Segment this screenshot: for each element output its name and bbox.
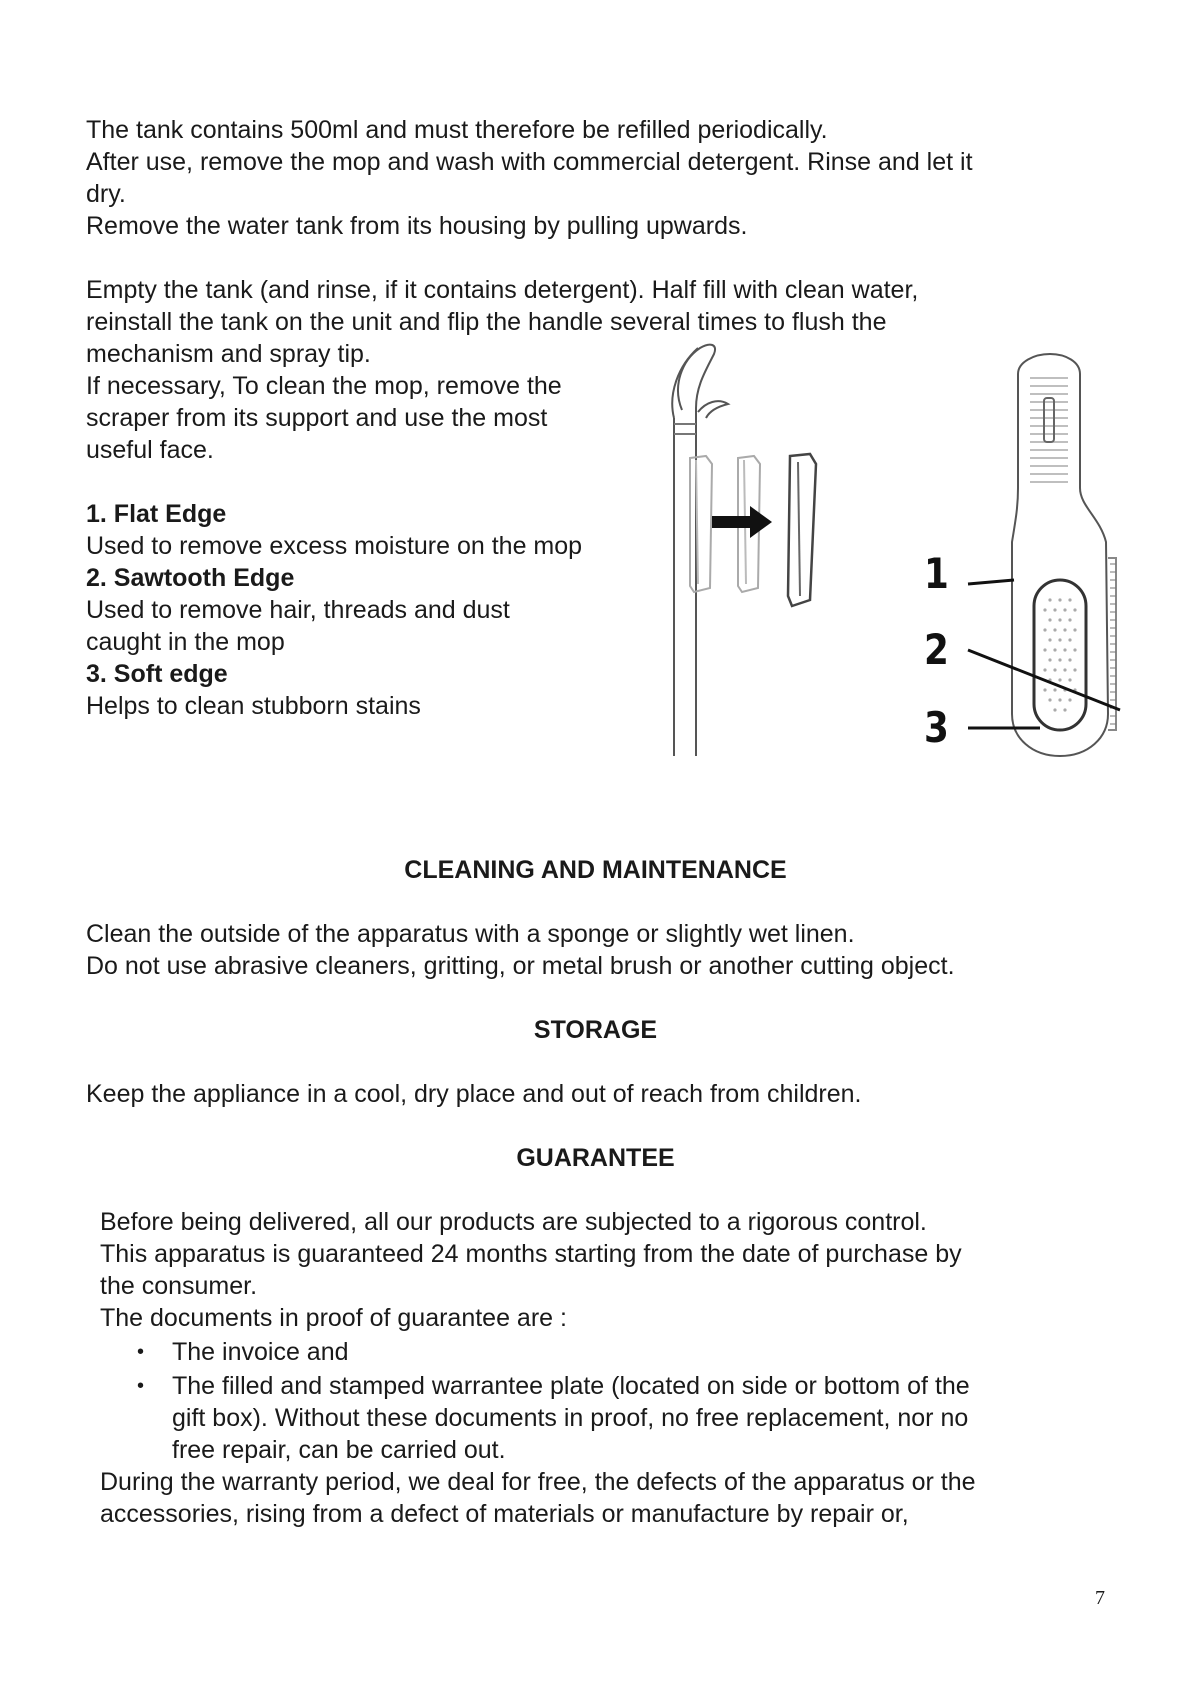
guarantee-bullet-cont: gift box). Without these documents in proof, no free replacement, nor no: [172, 1404, 969, 1432]
guarantee-line: The documents in proof of guarantee are :: [100, 1304, 567, 1332]
edge-desc: Used to remove hair, threads and dust: [86, 596, 510, 624]
guarantee-bullet: The filled and stamped warrantee plate (located on side or bottom of the: [172, 1372, 970, 1400]
cleaning-line: Clean the outside of the apparatus with a sponge or slightly wet linen.: [86, 920, 855, 948]
arrow-right-icon: [712, 506, 772, 538]
edge-title-sawtooth: 2. Sawtooth Edge: [86, 564, 295, 592]
guarantee-line: This apparatus is guaranteed 24 months starting from the date of purchase by: [100, 1240, 962, 1268]
edge-desc: Helps to clean stubborn stains: [86, 692, 421, 720]
edge-desc: caught in the mop: [86, 628, 285, 656]
storage-line: Keep the appliance in a cool, dry place and out of reach from children.: [86, 1080, 862, 1108]
intro-line: dry.: [86, 180, 126, 208]
cleaning-heading: CLEANING AND MAINTENANCE: [404, 856, 787, 884]
storage-heading: STORAGE: [533, 1016, 658, 1044]
edge-title-soft: 3. Soft edge: [86, 660, 228, 688]
edge-desc: Used to remove excess moisture on the mop: [86, 532, 583, 560]
page-number: 7: [1095, 1587, 1105, 1609]
guarantee-heading: GUARANTEE: [516, 1144, 675, 1172]
guarantee-bullet-cont: free repair, can be carried out.: [172, 1436, 506, 1464]
callout-2: 2: [924, 625, 949, 674]
intro-line: The tank contains 500ml and must therefore be refilled periodically.: [86, 116, 828, 144]
sawtooth-dots: [1043, 598, 1076, 711]
guarantee-closing: During the warranty period, we deal for free, the defects of the apparatus or the: [100, 1468, 976, 1496]
callout-leaders: [968, 580, 1120, 728]
intro-line: Empty the tank (and rinse, if it contains detergent). Half fill with clean water,: [86, 276, 919, 304]
guarantee-closing: accessories, rising from a defect of materials or manufacture by repair or,: [100, 1500, 909, 1528]
intro-line: useful face.: [86, 436, 214, 464]
guarantee-line: Before being delivered, all our products are subjected to a rigorous control.: [100, 1208, 927, 1236]
intro-line: mechanism and spray tip.: [86, 340, 371, 368]
mop-scraper-drawing: [660, 338, 1130, 800]
guarantee-bullet: The invoice and: [172, 1338, 349, 1366]
bullet-dot-icon: •: [137, 1375, 145, 1397]
cleaning-line: Do not use abrasive cleaners, gritting, or metal brush or another cutting object.: [86, 952, 955, 980]
bullet-dot-icon: •: [137, 1341, 145, 1363]
callout-3: 3: [924, 703, 949, 752]
scraper-detached: [788, 454, 816, 606]
guarantee-line: the consumer.: [100, 1272, 258, 1300]
edge-title-flat: 1. Flat Edge: [86, 500, 227, 528]
scraper-closeup: [1012, 354, 1116, 756]
intro-line: scraper from its support and use the most: [86, 404, 548, 432]
intro-line: If necessary, To clean the mop, remove the: [86, 372, 562, 400]
intro-line: reinstall the tank on the unit and flip the handle several times to flush the: [86, 308, 887, 336]
scraper-illustration: [660, 338, 1130, 800]
intro-line: Remove the water tank from its housing by pulling upwards.: [86, 212, 748, 240]
callout-1: 1: [924, 549, 949, 598]
intro-line: After use, remove the mop and wash with commercial detergent. Rinse and let it: [86, 148, 973, 176]
